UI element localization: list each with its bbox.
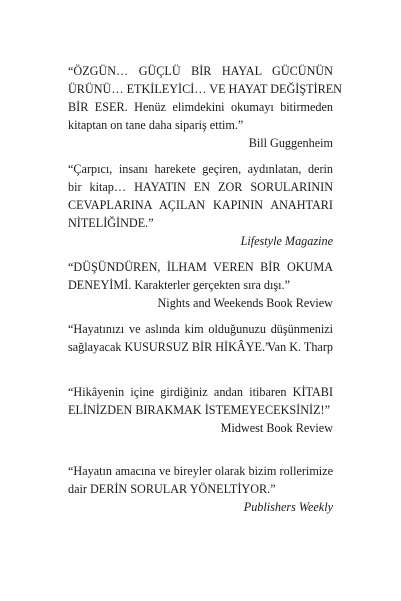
quote-line: “Hayatınızı ve aslında kim olduğunuzu düşünmenizi [68, 322, 333, 336]
quote-line: DENEYİMİ. Karakterler gerçekten sıra dışı.” [68, 278, 290, 292]
praise-quote-3 [68, 258, 333, 312]
quote-line: sağlayacak KUSURSUZ BİR HİKÂYE.” [68, 340, 271, 354]
quote-line: “DÜŞÜNDÜREN, İLHAM VEREN BİR OKUMA [68, 260, 333, 274]
quote-line: dair DERİN SORULAR YÖNELTİYOR.” [68, 482, 276, 496]
quote-line: ELİNİZDEN BIRAKMAK İSTEMEYECEKSİNİZ!” [68, 403, 330, 417]
quote-line: “Hikâyenin içine girdiğiniz andan itibaren KİTABI [68, 385, 333, 399]
praise-quote-4 [68, 320, 333, 356]
praise-quote-6 [68, 462, 333, 516]
quote-line: BİR ESER. Henüz elimdekini okumayı bitirmeden [68, 100, 333, 114]
quote-line: ÜRÜNÜ… ETKİLEYİCİ… VE HAYAT DEĞİŞTİREN [68, 82, 342, 96]
quote-attribution: Van K. Tharp [267, 340, 333, 354]
quote-attribution: Midwest Book Review [220, 421, 333, 435]
quote-attribution: Lifestyle Magazine [240, 234, 333, 248]
quote-attribution: Bill Guggenheim [248, 136, 333, 150]
quote-attribution: Nights and Weekends Book Review [157, 296, 333, 310]
praise-quote-5 [68, 383, 333, 437]
quote-line: “Çarpıcı, insanı harekete geçiren, aydınlatan, derin [68, 162, 333, 176]
quote-line: CEVAPLARINA AÇILAN KAPININ ANAHTARI [68, 198, 333, 212]
quote-line: bir kitap… HAYATIN EN ZOR SORULARININ [68, 180, 333, 194]
quote-line: kitaptan on tane daha sipariş ettim.” [68, 118, 244, 132]
quote-line: NİTELİĞİNDE.” [68, 216, 154, 230]
quote-line: “ÖZGÜN… GÜÇLÜ BİR HAYAL GÜCÜNÜN [68, 64, 333, 78]
quote-attribution: Publishers Weekly [243, 500, 333, 514]
praise-quote-2 [68, 160, 333, 250]
quote-line: “Hayatın amacına ve bireyler olarak bizim rollerimize [68, 464, 333, 478]
praise-quote-1 [68, 62, 342, 152]
